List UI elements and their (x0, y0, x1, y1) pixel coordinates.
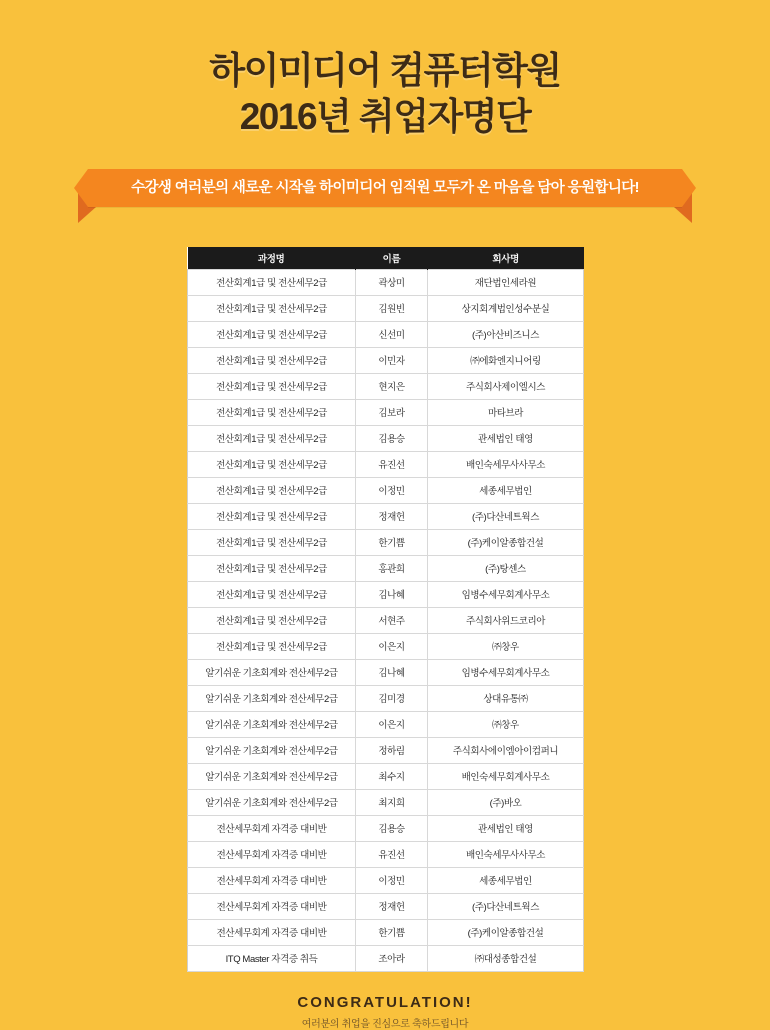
cell-course: 전산회계1급 및 전산세무2급 (188, 295, 356, 321)
table-row (188, 451, 584, 477)
title-line-2: 2016년 취업자명단 (239, 96, 531, 138)
cell-company: (주)다산네트웍스 (428, 893, 584, 919)
cell-name: 유진선 (356, 841, 428, 867)
cell-company: 관세법인 태영 (428, 425, 584, 451)
cell-name: 서현주 (356, 607, 428, 633)
cell-course: 전산회계1급 및 전산세무2급 (188, 555, 356, 581)
table-row (188, 893, 584, 919)
cell-course: 전산회계1급 및 전산세무2급 (188, 373, 356, 399)
cell-company: (주)케이알종합건설 (428, 529, 584, 555)
cell-course: 전산회계1급 및 전산세무2급 (188, 451, 356, 477)
cell-company: 배인숙세무회계사무소 (428, 763, 584, 789)
cell-course: 전산회계1급 및 전산세무2급 (188, 425, 356, 451)
table-row (188, 659, 584, 685)
cell-company: 주식회사에이엠아이컴퍼니 (428, 737, 584, 763)
cell-company: (주)다산네트웍스 (428, 503, 584, 529)
cell-company: ㈜창우 (428, 711, 584, 737)
table-row (188, 919, 584, 945)
cell-name: 정하림 (356, 737, 428, 763)
cell-course: 알기쉬운 기초회계와 전산세무2급 (188, 789, 356, 815)
cell-name: 한기쁨 (356, 529, 428, 555)
cell-course: 전산회계1급 및 전산세무2급 (188, 633, 356, 659)
page-title (0, 48, 770, 141)
cell-name: 김용승 (356, 815, 428, 841)
cell-company: 관세법인 태영 (428, 815, 584, 841)
cell-name: 이정민 (356, 477, 428, 503)
cell-course: 전산회계1급 및 전산세무2급 (188, 607, 356, 633)
cell-company: 임병수세무회계사무소 (428, 581, 584, 607)
cell-company: 세종세무법인 (428, 867, 584, 893)
table-row (188, 581, 584, 607)
table-row (188, 763, 584, 789)
cell-name: 곽상미 (356, 269, 428, 295)
cell-course: 전산세무회계 자격증 대비반 (188, 893, 356, 919)
table-row (188, 321, 584, 347)
cell-course: ITQ Master 자격증 취득 (188, 945, 356, 971)
cell-course: 전산회계1급 및 전산세무2급 (188, 399, 356, 425)
cell-course: 알기쉬운 기초회계와 전산세무2급 (188, 659, 356, 685)
table-header-row (188, 247, 584, 270)
table-row (188, 555, 584, 581)
congratulation-title: CONGRATULATION! (297, 993, 473, 1011)
table-row (188, 269, 584, 295)
cell-company: 임병수세무회계사무소 (428, 659, 584, 685)
table-body (188, 269, 584, 971)
cell-name: 신선미 (356, 321, 428, 347)
table-row (188, 529, 584, 555)
title-line-1: 하이미디어 컴퓨터학원 (209, 50, 561, 91)
table-row (188, 373, 584, 399)
cell-company: 주식회사위드코리아 (428, 607, 584, 633)
cell-name: 김원빈 (356, 295, 428, 321)
congratulation-subtitle: 여러분의 취업을 진심으로 축하드립니다 (301, 1018, 469, 1030)
cell-course: 알기쉬운 기초회계와 전산세무2급 (188, 763, 356, 789)
cell-company: ㈜에화엔지니어링 (428, 347, 584, 373)
table-row (188, 477, 584, 503)
cell-company: (주)케이알종합건설 (428, 919, 584, 945)
cell-name: 정재헌 (356, 503, 428, 529)
cell-company: (주)아산비즈니스 (428, 321, 584, 347)
cell-course: 전산회계1급 및 전산세무2급 (188, 529, 356, 555)
cell-course: 전산회계1급 및 전산세무2급 (188, 269, 356, 295)
cell-name: 김미경 (356, 685, 428, 711)
cell-company: (주)탕센스 (428, 555, 584, 581)
cell-company: 세종세무법인 (428, 477, 584, 503)
column-header-course: 과정명 (188, 247, 356, 270)
cell-course: 알기쉬운 기초회계와 전산세무2급 (188, 737, 356, 763)
employment-table (187, 247, 584, 972)
ribbon-text: 수강생 여러분의 새로운 시작을 하이미디어 임직원 모두가 온 마음을 담아 응원합니다! (88, 169, 682, 207)
table-row (188, 633, 584, 659)
cell-company: 재단법인세라원 (428, 269, 584, 295)
cell-name: 정재헌 (356, 893, 428, 919)
column-header-company: 회사명 (428, 247, 584, 270)
cell-course: 전산회계1급 및 전산세무2급 (188, 503, 356, 529)
cell-company: 상대유통㈜ (428, 685, 584, 711)
table-row (188, 607, 584, 633)
cell-name: 한기쁨 (356, 919, 428, 945)
table-row (188, 815, 584, 841)
table-row (188, 737, 584, 763)
cell-company: (주)바오 (428, 789, 584, 815)
cell-company: ㈜대성종합건설 (428, 945, 584, 971)
cell-name: 이은지 (356, 711, 428, 737)
table-row (188, 841, 584, 867)
cell-company: ㈜창우 (428, 633, 584, 659)
cell-company: 마타브라 (428, 399, 584, 425)
cell-name: 이은지 (356, 633, 428, 659)
cell-course: 전산회계1급 및 전산세무2급 (188, 347, 356, 373)
column-header-name: 이름 (356, 247, 428, 270)
cell-name: 이민자 (356, 347, 428, 373)
table-row (188, 789, 584, 815)
cell-course: 전산세무회계 자격증 대비반 (188, 919, 356, 945)
table-row (188, 711, 584, 737)
cell-company: 주식회사제이엘시스 (428, 373, 584, 399)
cell-name: 김보라 (356, 399, 428, 425)
cell-company: 배인숙세무사사무소 (428, 451, 584, 477)
cell-course: 알기쉬운 기초회계와 전산세무2급 (188, 711, 356, 737)
cell-name: 최지희 (356, 789, 428, 815)
table-row (188, 295, 584, 321)
cell-course: 전산세무회계 자격증 대비반 (188, 815, 356, 841)
table-row (188, 503, 584, 529)
cell-course: 전산세무회계 자격증 대비반 (188, 867, 356, 893)
cell-name: 김나혜 (356, 581, 428, 607)
table-row (188, 347, 584, 373)
table-row (188, 399, 584, 425)
cell-company: 배인숙세무사사무소 (428, 841, 584, 867)
cell-name: 최수지 (356, 763, 428, 789)
cell-name: 홍관희 (356, 555, 428, 581)
table-row (188, 685, 584, 711)
cell-name: 유진선 (356, 451, 428, 477)
table-row (188, 945, 584, 971)
cell-course: 전산회계1급 및 전산세무2급 (188, 581, 356, 607)
cell-name: 조아라 (356, 945, 428, 971)
cell-name: 이정민 (356, 867, 428, 893)
cell-course: 전산세무회계 자격증 대비반 (188, 841, 356, 867)
employment-table-wrapper (187, 247, 583, 972)
cell-name: 김나혜 (356, 659, 428, 685)
cell-company: 상지회계법인성수분실 (428, 295, 584, 321)
cell-course: 알기쉬운 기초회계와 전산세무2급 (188, 685, 356, 711)
poster-header (0, 0, 770, 141)
cell-name: 김용승 (356, 425, 428, 451)
ribbon-banner (0, 169, 770, 221)
poster-footer (0, 994, 770, 1030)
table-row (188, 425, 584, 451)
cell-course: 전산회계1급 및 전산세무2급 (188, 477, 356, 503)
table-row (188, 867, 584, 893)
cell-name: 현지은 (356, 373, 428, 399)
cell-course: 전산회계1급 및 전산세무2급 (188, 321, 356, 347)
